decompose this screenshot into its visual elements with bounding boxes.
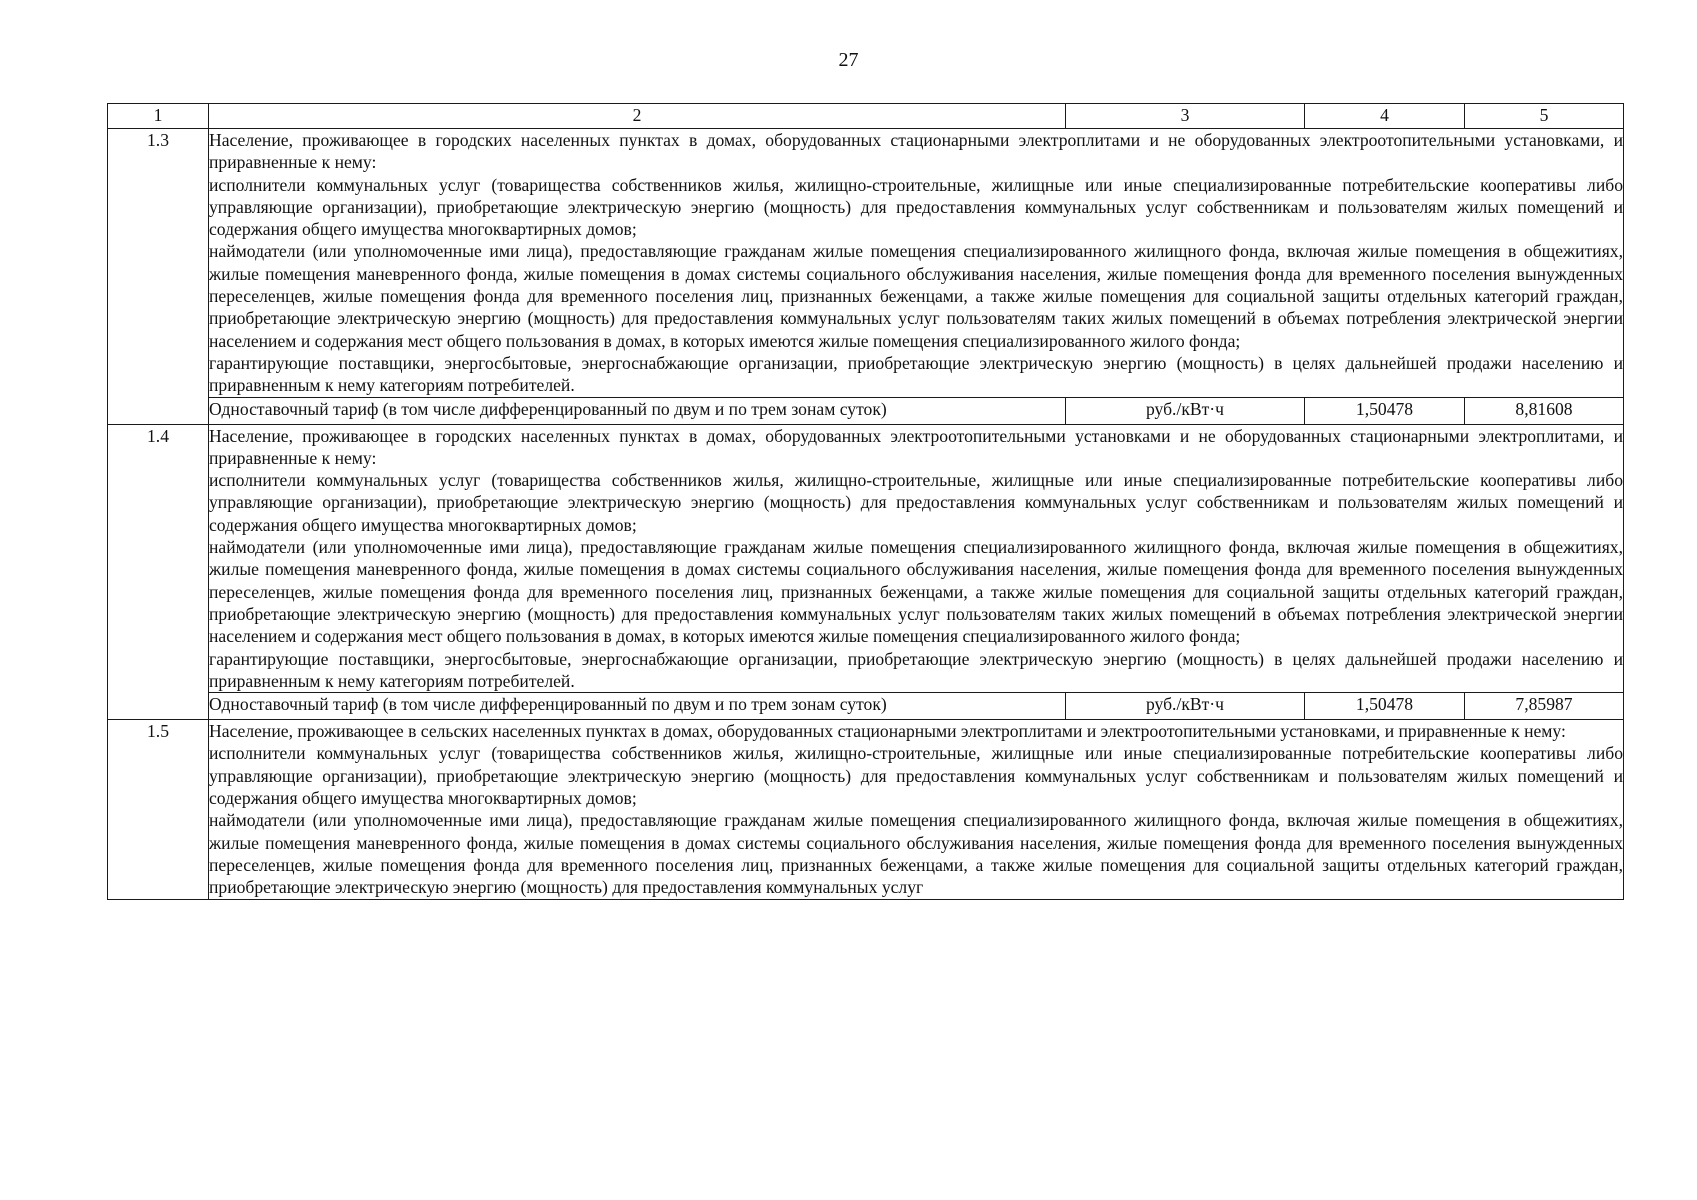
tariff-value-col4: 1,50478 (1305, 693, 1465, 720)
description-paragraph: исполнители коммунальных услуг (товарищества собственников жилья, жилищно-строительные, жилищные или иные специализированные потребительские кооперативы либо управляющие организации), приобретающие электрическую энергию (мощность) для предоставления коммунальных услуг собственникам и пользователям жилых помещений и содержания общего имущества многоквартирных домов; (209, 174, 1623, 240)
section-description-1-4 (209, 424, 1624, 693)
page-number: 27 (838, 49, 859, 71)
description-paragraph: исполнители коммунальных услуг (товарищества собственников жилья, жилищно-строительные, жилищные или иные специализированные потребительские кооперативы либо управляющие организации), приобретающие электрическую энергию (мощность) для предоставления коммунальных услуг собственникам и пользователям жилых помещений и содержания общего имущества многоквартирных домов; (209, 470, 1623, 535)
section-description-1-3 (209, 129, 1624, 398)
tariff-value-col5: 8,81608 (1465, 397, 1624, 424)
column-header-3: 3 (1066, 104, 1305, 129)
description-paragraph: Население, проживающее в городских населенных пунктах в домах, оборудованных стационарными электроплитами и не оборудованных электроотопительными установками, и приравненные к нему: (209, 130, 1623, 173)
description-paragraph: наймодатели (или уполномоченные ими лица), предоставляющие гражданам жилые помещения специализированного жилищного фонда, включая жилые помещения в общежитиях, жилые помещения маневренного фонда, жилые помещения в домах системы социального обслуживания населения, жилые помещения фонда для временного поселения вынужденных переселенцев, жилые помещения фонда для временного поселения лиц, признанных беженцами, а также жилые помещения для социальной защиты отдельных категорий граждан, приобретающие электрическую энергию (мощность) для предоставления коммунальных услуг пользователям таких жилых помещений в объемах потребления электрической энергии населением и содержания мест общего пользования в домах, в которых имеются жилые помещения специализированного жилого фонда; (209, 241, 1623, 351)
tariff-value-col4: 1,50478 (1305, 397, 1465, 424)
description-paragraph: гарантирующие поставщики, энергосбытовые, энергоснабжающие организации, приобретающие электрическую энергию (мощность) в целях дальнейшей продажи населению и приравненным к нему категориям потребителей. (209, 352, 1623, 396)
table-row-section-1-3 (108, 129, 1624, 398)
description-paragraph: наймодатели (или уполномоченные ими лица), предоставляющие гражданам жилые помещения специализированного жилищного фонда, включая жилые помещения в общежитиях, жилые помещения маневренного фонда, жилые помещения в домах системы социального обслуживания населения, жилые помещения фонда для временного поселения вынужденных переселенцев, жилые помещения фонда для временного поселения лиц, признанных беженцами, а также жилые помещения для социальной защиты отдельных категорий граждан, приобретающие электрическую энергию (мощность) для предоставления коммунальных услуг пользователям таких жилых помещений в объемах потребления электрической энергии населением и содержания мест общего пользования в домах, в которых имеются жилые помещения специализированного жилого фонда; (209, 537, 1623, 647)
description-paragraph: исполнители коммунальных услуг (товарищества собственников жилья, жилищно-строительные, жилищные или иные специализированные потребительские кооперативы либо управляющие организации), приобретающие электрическую энергию (мощность) для предоставления коммунальных услуг собственникам и пользователям жилых помещений и содержания общего имущества многоквартирных домов; (209, 743, 1623, 809)
table-row-section-1-4 (108, 424, 1624, 693)
description-paragraph: гарантирующие поставщики, энергосбытовые, энергоснабжающие организации, приобретающие электрическую энергию (мощность) в целях дальнейшей продажи населению и приравненным к нему категориям потребителей. (209, 648, 1623, 691)
column-header-5: 5 (1465, 104, 1624, 129)
tariff-row-1-4 (108, 693, 1624, 720)
tariff-value-col5: 7,85987 (1465, 693, 1624, 720)
description-paragraph: Население, проживающее в сельских населенных пунктах в домах, оборудованных стационарными электроплитами и электроотопительными установками, и приравненные к нему: (209, 721, 1566, 742)
tariff-unit: руб./кВт·ч (1066, 397, 1305, 424)
tariff-name: Одноставочный тариф (в том числе дифференцированный по двум и по трем зонам суток) (209, 397, 1066, 424)
section-number-1-4: 1.4 (108, 424, 209, 720)
column-header-4: 4 (1305, 104, 1465, 129)
section-number-1-3: 1.3 (108, 129, 209, 425)
table-header-row (108, 104, 1624, 129)
column-header-2: 2 (209, 104, 1066, 129)
section-number-1-5: 1.5 (108, 720, 209, 899)
description-paragraph: наймодатели (или уполномоченные ими лица), предоставляющие гражданам жилые помещения специализированного жилищного фонда, включая жилые помещения в общежитиях, жилые помещения маневренного фонда, жилые помещения в домах системы социального обслуживания населения, жилые помещения фонда для временного поселения вынужденных переселенцев, жилые помещения фонда для временного поселения лиц, признанных беженцами, а также жилые помещения для социальной защиты отдельных категорий граждан, приобретающие электрическую энергию (мощность) для предоставления коммунальных услуг (209, 810, 1623, 898)
section-description-1-5 (209, 720, 1624, 899)
table-row-section-1-5 (108, 720, 1624, 899)
tariff-table (107, 103, 1624, 900)
tariff-name: Одноставочный тариф (в том числе дифференцированный по двум и по трем зонам суток) (209, 693, 1066, 720)
tariff-row-1-3 (108, 397, 1624, 424)
column-header-1: 1 (108, 104, 209, 129)
description-paragraph: Население, проживающее в городских населенных пунктах в домах, оборудованных электроотопительными установками и не оборудованных стационарными электроплитами, и приравненные к нему: (209, 425, 1623, 468)
tariff-unit: руб./кВт·ч (1066, 693, 1305, 720)
